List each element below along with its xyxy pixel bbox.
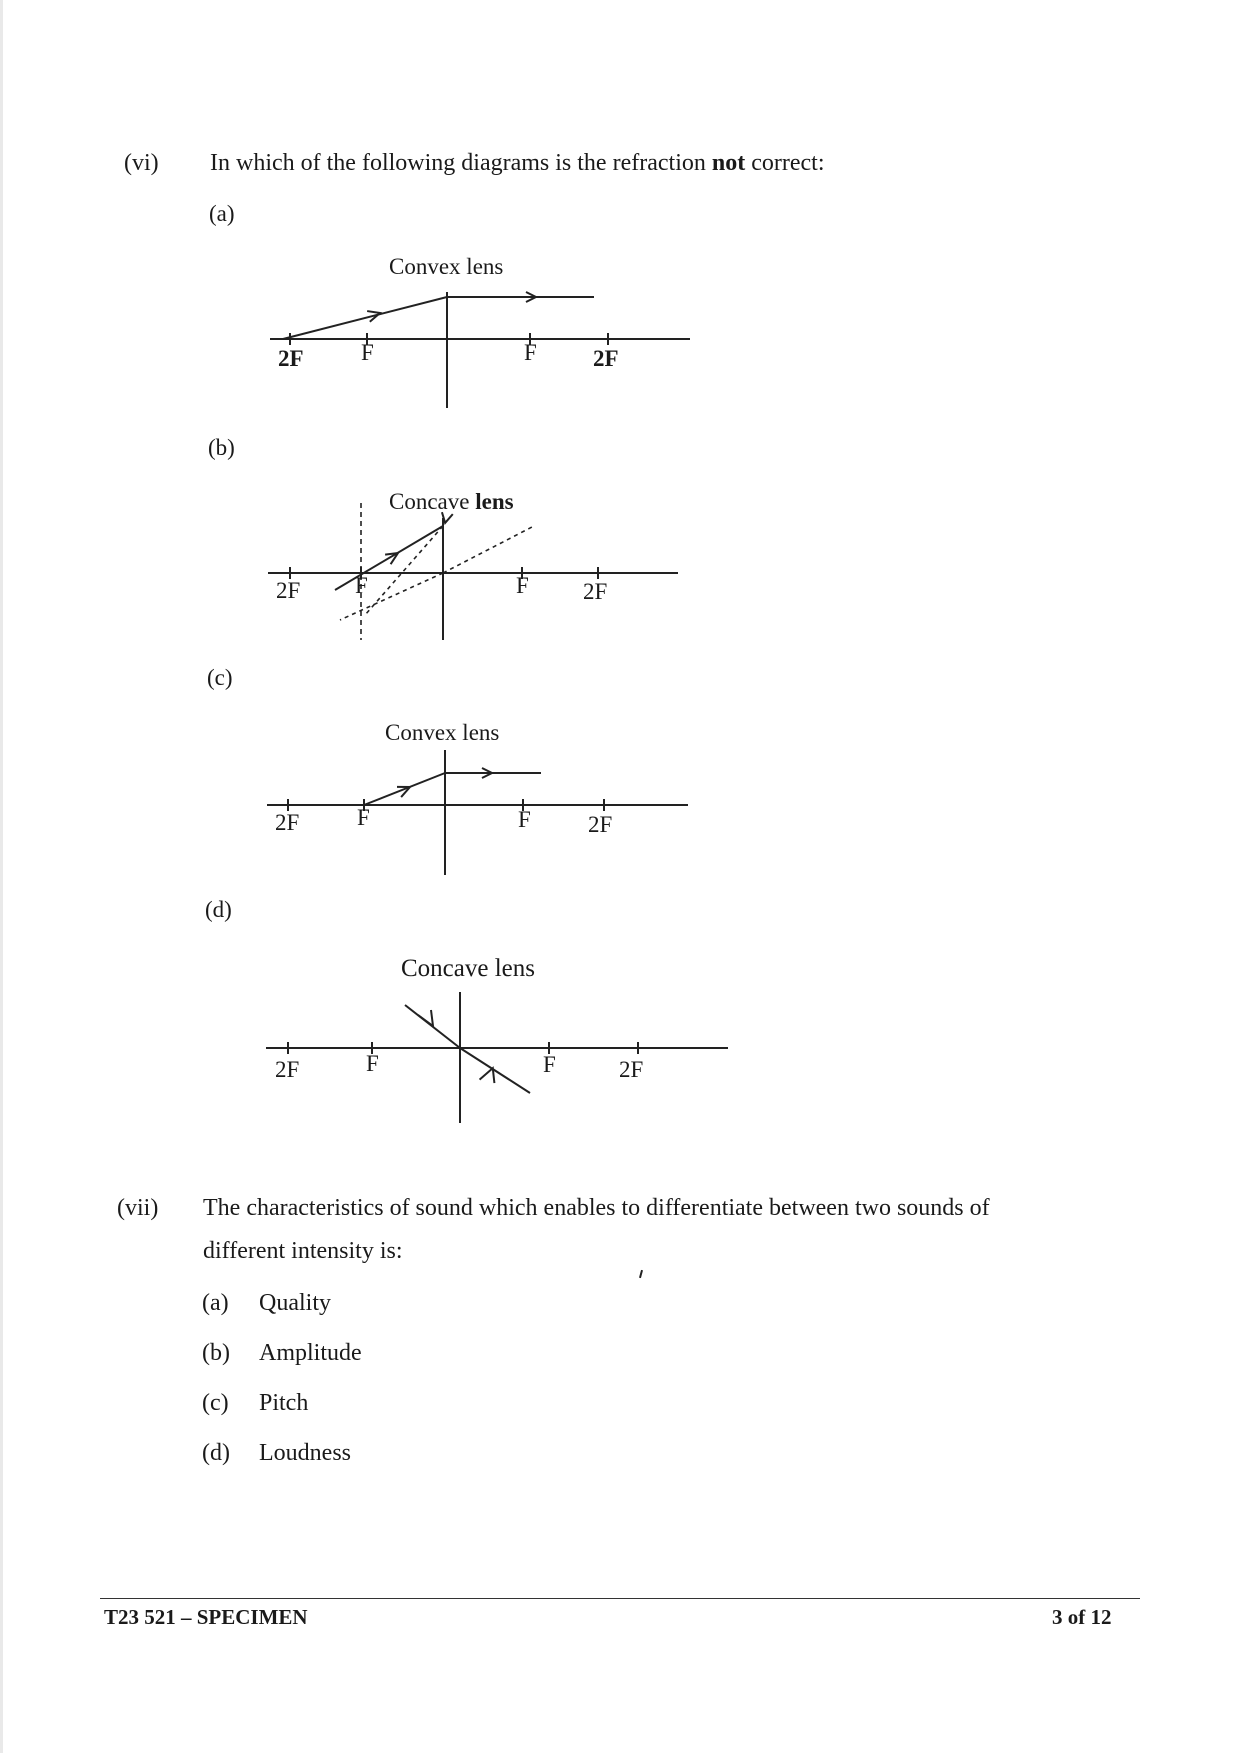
refracted-ray [460, 1048, 530, 1093]
footer-code: T23 521 – SPECIMEN [104, 1605, 308, 1629]
incident-ray [364, 773, 445, 805]
diagram-b [268, 503, 678, 640]
q7-option-b-text: Amplitude [259, 1340, 362, 1366]
label-f-right: F [516, 573, 529, 598]
label-2f-left: 2F [275, 1057, 300, 1082]
label-f-left: F [366, 1051, 379, 1076]
lens-title-c: Convex lens [385, 720, 500, 745]
question-7-line-2: different intensity is: [203, 1238, 403, 1264]
lens-title-d: Concave lens [401, 955, 535, 982]
arrow-head [478, 1068, 495, 1085]
question-7-line-1: The characteristics of sound which enables to differentiate between two sounds of [203, 1195, 990, 1221]
label-f-left: F [355, 573, 368, 598]
diagram-d [266, 992, 728, 1123]
q7-option-c-label: (c) [202, 1390, 229, 1416]
label-2f-right: 2F [583, 579, 608, 604]
footer-rule [100, 1598, 1140, 1599]
q7-option-c-text: Pitch [259, 1390, 309, 1416]
diagram-c [267, 750, 688, 875]
label-2f-left: 2F [276, 578, 301, 603]
question-6-number: (vi) [124, 150, 159, 176]
lens-title-b: Concave lens [389, 489, 514, 514]
label-f-left: F [357, 805, 370, 830]
diagram-a [270, 292, 690, 408]
label-f-right: F [524, 340, 537, 365]
question-7-number: (vii) [117, 1195, 159, 1221]
q7-option-d-text: Loudness [259, 1440, 351, 1466]
dashed-extension [365, 526, 443, 615]
option-c-label: (c) [207, 665, 233, 690]
label-f-right: F [518, 807, 531, 832]
option-b-label: (b) [208, 435, 235, 460]
dashed-extension [443, 527, 532, 573]
option-d-label: (d) [205, 897, 232, 922]
option-a-label: (a) [209, 201, 235, 226]
label-2f-left: 2F [278, 346, 304, 371]
label-2f-left: 2F [275, 810, 300, 835]
q7-option-b-label: (b) [202, 1340, 230, 1366]
q7-option-a-label: (a) [202, 1290, 229, 1316]
q7-option-a-text: Quality [259, 1290, 331, 1316]
label-2f-right: 2F [588, 812, 613, 837]
question-6-text: In which of the following diagrams is the refraction not correct: [210, 150, 825, 176]
label-f-left: F [361, 340, 374, 365]
lens-title-a: Convex lens [389, 254, 504, 279]
label-2f-right: 2F [593, 346, 619, 371]
q7-option-d-label: (d) [202, 1440, 230, 1466]
incident-ray [283, 297, 447, 339]
label-f-right: F [543, 1052, 556, 1077]
emphasis-not: not [711, 150, 746, 176]
footer-page-number: 3 of 12 [1052, 1605, 1112, 1629]
label-2f-right: 2F [619, 1057, 644, 1082]
